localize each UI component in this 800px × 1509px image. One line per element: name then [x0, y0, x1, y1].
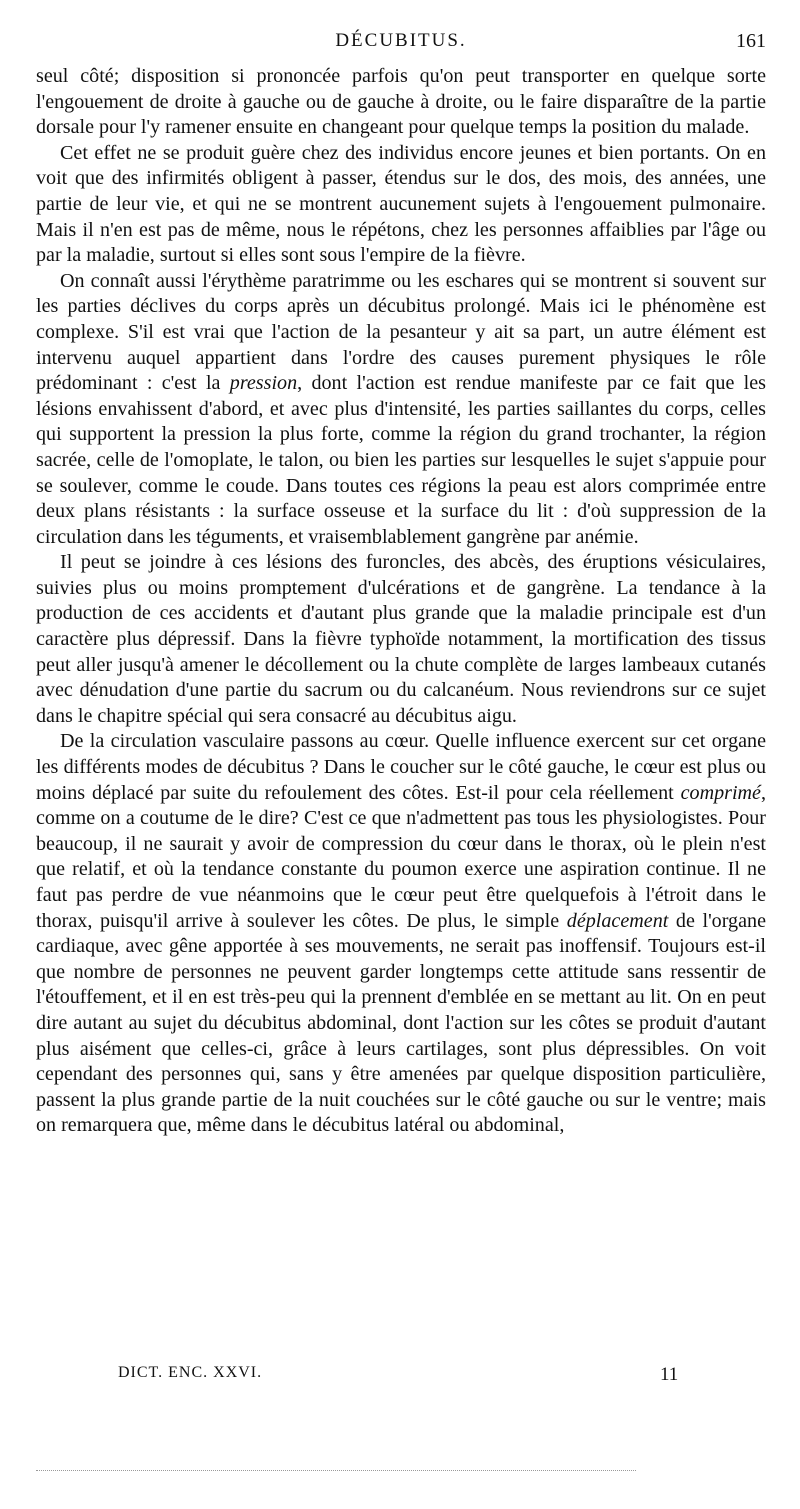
text-run: , comme on a coutume de le dire? C'est ce que n'admettent pas tous les physiologistes. Pour beaucoup, il ne saurait y avoir de compression du cœur dans le thorax, où le plein n'est que relatif, et où la tendance constante du poumon exerce une aspiration continue. Il ne faut pas perdre de vue néanmoins que le cœur peut être quelquefois à l'étroit dans le thorax, puisqu'il arrive à soulever les côtes. De plus, le simple	[36, 781, 766, 932]
text-run: On connaît aussi l'érythème paratrimme ou les eschares qui se montrent si souvent sur les parties déclives du corps après un décubitus prolongé. Mais ici le phénomène est complexe. S'il est vrai que l'action de la pesanteur y ait sa part, un autre élément est intervenu auquel appartient dans l'ordre des causes purement physiques le rôle prédominant : c'est la	[36, 269, 766, 395]
signature-mark: DICT. ENC. XXVI.	[118, 1364, 263, 1381]
running-title: DÉCUBITUS.	[335, 30, 467, 51]
text-run: , dont l'action est rendue manifeste par ce fait que les lésions envahissent d'abord, et avec plus d'intensité, les parties saillantes du corps, celles qui supportent la pression la plus forte, comme la région du grand trochanter, la région sacrée, celle de l'omoplate, le talon, ou bien les parties sur lesquelles le sujet s'appuie pour se soulever, comme le coude. Dans toutes ces régions la peau est alors comprimée entre deux plans résistants : la surface osseuse et la surface du lit : d'où suppression de la circulation dans les téguments, et vraisemblablement gangrène par anémie.	[36, 372, 766, 548]
paragraph	[36, 64, 766, 141]
body-text	[36, 64, 766, 1139]
scan-artifact	[36, 1470, 636, 1473]
page-number: 161	[736, 30, 766, 52]
page-header	[36, 30, 766, 60]
paragraph	[36, 269, 766, 551]
text-run: seul côté; disposition si prononcée parfois qu'on peut transporter en quelque sorte l'engouement de droite à gauche ou de gauche à droite, ou le faire disparaître de la partie dorsale pour l'y ramener ensuite en changeant pour quelque temps la position du malade.	[36, 65, 766, 139]
italic-term: déplacement	[566, 909, 669, 932]
text-run: Cet effet ne se produit guère chez des individus encore jeunes et bien portants. On en voit que des infirmités obligent à passer, étendus sur le dos, des mois, des années, une partie de leur vie, et qui ne se montrent aucunement sujets à l'engouement pulmonaire. Mais il n'en est pas de même, nous le répétons, chez les personnes affaiblies par l'âge ou par la maladie, surtout si elles sont sous l'empire de la fièvre.	[36, 141, 766, 267]
text-run: De la circulation vasculaire passons au cœur. Quelle influence exercent sur cet organe les différents modes de décubitus ? Dans le coucher sur le côté gauche, le cœur est plus ou moins déplacé par suite du refoulement des côtes. Est-il pour cela réellement	[36, 730, 766, 804]
text-run: de l'organe cardiaque, avec gêne apportée à ses mouvements, ne serait pas inoffensif. Toujours est-il que nombre de personnes ne peuvent garder longtemps cette attitude sans ressentir de l'étouffement, et il en est très-peu qui la prennent d'emblée en se mettant au lit. On en peut dire autant au sujet du décubitus abdominal, dont l'action sur les côtes se produit d'autant plus aisément que celles-ci, grâce à leurs cartilages, sont plus dépressibles. On voit cependant des personnes qui, sans y être amenées par quelque disposition particulière, passent la plus grande partie de la nuit couchées sur le côté gauche ou sur le ventre; mais on remarquera que, même dans le décubitus latéral ou abdominal,	[36, 909, 766, 1137]
text-run: Il peut se joindre à ces lésions des furoncles, des abcès, des éruptions vésiculaires, suivies plus ou moins promptement d'ulcérations et de gangrène. La tendance à la production de ces accidents et d'autant plus grande que la maladie principale est d'un caractère plus dépressif. Dans la fièvre typhoïde notamment, la mortification des tissus peut aller jusqu'à amener le décollement ou la chute complète de larges lambeaux cutanés avec dénudation d'une partie du sacrum ou du calcanéum. Nous reviendrons sur ce sujet dans le chapitre spécial qui sera consacré au décubitus aigu.	[36, 551, 766, 727]
page-footer	[36, 1364, 766, 1392]
signature-number: 11	[660, 1364, 679, 1385]
italic-term: pression	[229, 372, 298, 395]
paragraph	[36, 141, 766, 269]
paragraph	[36, 729, 766, 1139]
paragraph	[36, 550, 766, 729]
italic-term: comprimé	[680, 781, 761, 804]
